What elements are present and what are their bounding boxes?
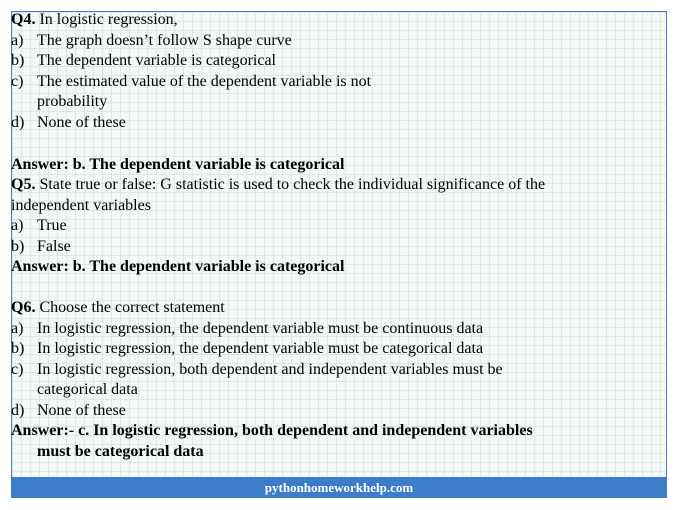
footer-site-link[interactable]: pythonhomeworkhelp.com xyxy=(264,479,414,495)
q6-option-c-cont: categorical data xyxy=(37,381,138,398)
q6-question-text: Choose the correct statement xyxy=(35,299,225,316)
q6-option-a: a) In logistic regression, the dependent variable must be continuous data xyxy=(11,319,484,337)
q6-option-b: b) In logistic regression, the dependent variable must be categorical data xyxy=(11,340,484,357)
q4-label: Q4. xyxy=(11,11,36,28)
q4-question xyxy=(11,10,641,31)
q4-option-c-cont: probability xyxy=(37,93,108,110)
q6-answer-cont: must be categorical data xyxy=(37,442,204,460)
q4-question-text: In logistic regression, xyxy=(35,11,178,28)
q5-label: Q5. xyxy=(11,176,36,193)
q4-option-c: c) The estimated value of the dependent variable is not xyxy=(11,72,372,90)
q4-option-b: b) The dependent variable is categorical xyxy=(11,52,276,69)
q5-option-a: a) True xyxy=(11,217,67,234)
q5-question-cont: independent variables xyxy=(11,196,151,214)
q5-question xyxy=(11,175,641,196)
quiz-content xyxy=(11,10,641,462)
q4-option-d: d) None of these xyxy=(11,113,126,131)
q5-answer: Answer: b. The dependent variable is categorical xyxy=(11,258,345,275)
footer-banner xyxy=(11,477,667,498)
q5-question-text: State true or false: G statistic is used to check the individual significance of the xyxy=(35,176,546,193)
q6-option-d: d) None of these xyxy=(11,401,126,419)
q6-answer: Answer:- c. In logistic regression, both dependent and independent variables xyxy=(11,422,533,439)
q4-answer: Answer: b. The dependent variable is categorical xyxy=(11,155,345,173)
q6-option-c: c) In logistic regression, both dependent and independent variables must be xyxy=(11,360,503,378)
q6-question xyxy=(11,298,641,319)
q4-option-a: a) The graph doesn’t follow S shape curve xyxy=(11,31,292,49)
q5-option-b: b) False xyxy=(11,237,71,255)
q6-label: Q6. xyxy=(11,299,36,316)
